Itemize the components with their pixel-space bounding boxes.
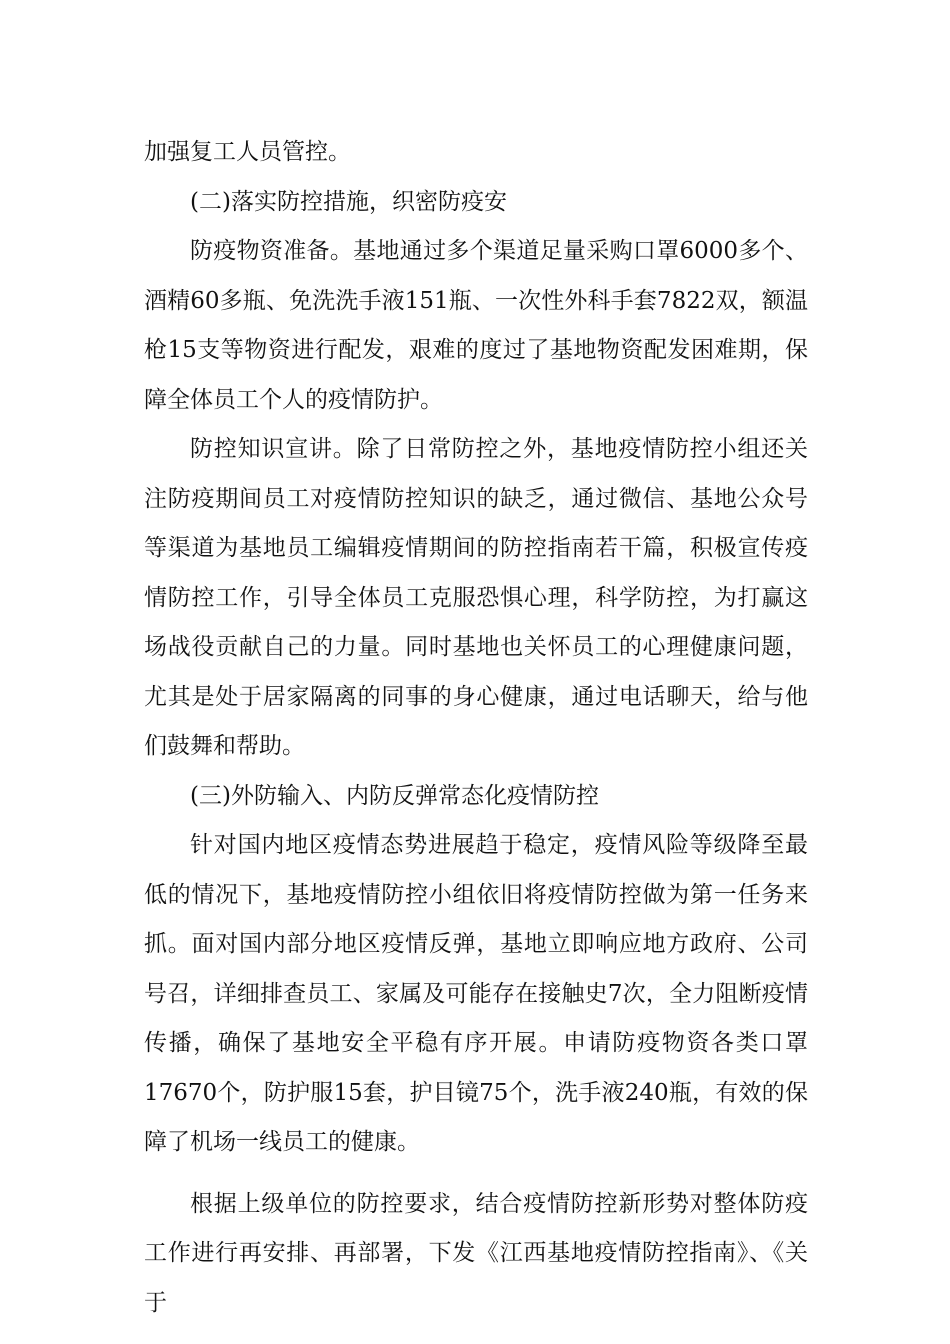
paragraph-continuation: 加强复工人员管控。 (144, 139, 351, 165)
paragraph-normalized-control: 针对国内地区疫情态势进展趋于稳定，疫情风险等级降至最低的情况下，基地疫情防控小组依旧将疫情防控做为第一任务来抓。面对国内部分地区疫情反弹，基地立即响应地方政府、公司号召，详细排查员工、家属及可能存在接触史7次，全力阻断疫情传播，确保了基地安全平稳有序开展。申请防疫物资各类口罩17670个，防护服15套，护目镜75个，洗手液240瓶，有效的保障了机场一线员工的健康。 (144, 832, 808, 1155)
paragraph-deployment: 根据上级单位的防控要求，结合疫情防控新形势对整体防疫工作进行再安排、再部署，下发《江西基地疫情防控指南》、《关于 (144, 1190, 808, 1316)
section-heading-2: (二)落实防控措施，织密防疫安 (190, 188, 507, 215)
section-heading-3: (三)外防输入、内防反弹常态化疫情防控 (190, 782, 599, 809)
paragraph-knowledge: 防控知识宣讲。除了日常防控之外，基地疫情防控小组还关注防疫期间员工对疫情防控知识的缺乏，通过微信、基地公众号等渠道为基地员工编辑疫情期间的防控指南若干篇，积极宣传疫情防控工作，引导全体员工克服恐惧心理，科学防控，为打赢这场战役贡献自己的力量。同时基地也关怀员工的心理健康问题，尤其是处于居家隔离的同事的身心健康，通过电话聊天，给与他们鼓舞和帮助。 (144, 436, 808, 759)
document-body (144, 128, 808, 1328)
paragraph-supplies: 防疫物资准备。基地通过多个渠道足量采购口罩6000多个、酒精60多瓶、免洗洗手液151瓶、一次性外科手套7822双，额温枪15支等物资进行配发，艰难的度过了基地物资配发困难期，保障全体员工个人的疫情防护。 (144, 238, 808, 413)
